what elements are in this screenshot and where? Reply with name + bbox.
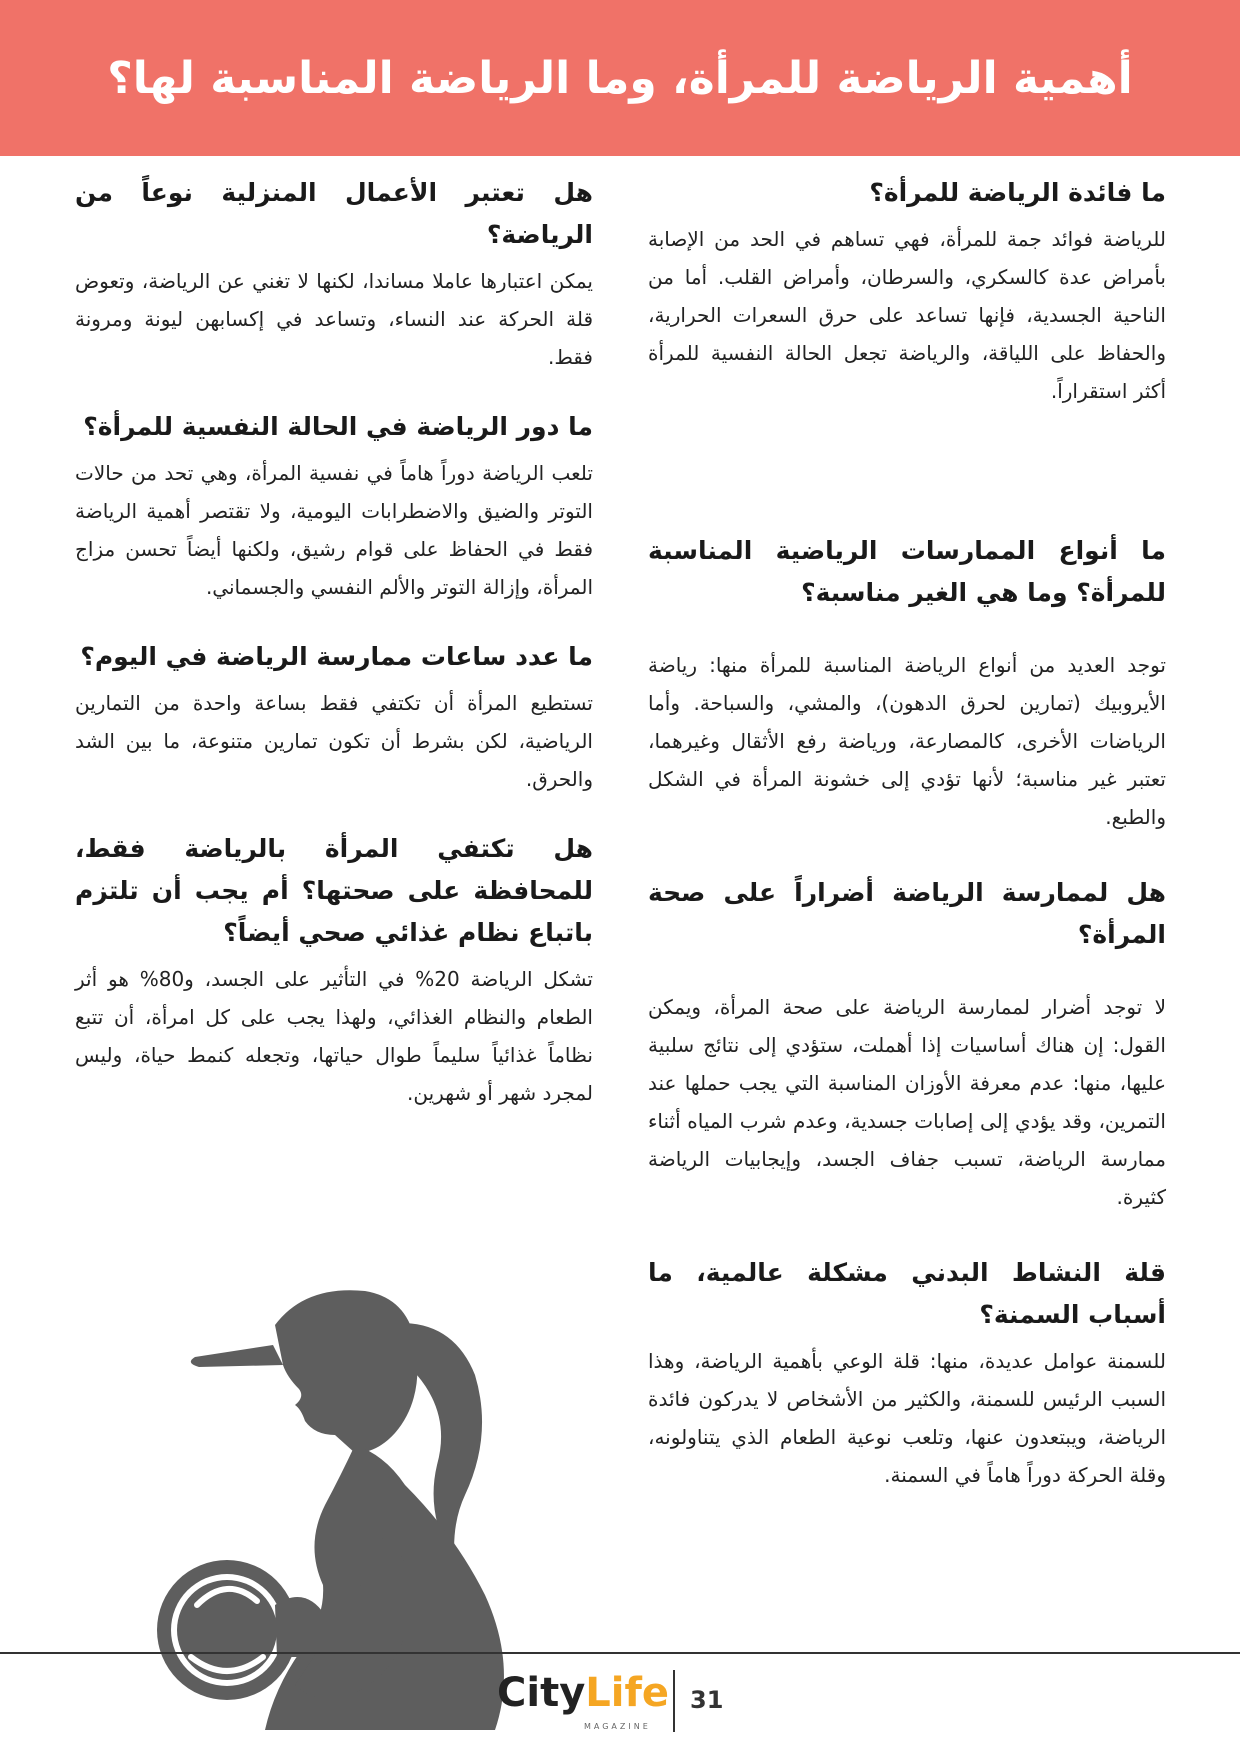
footer-divider [673,1670,675,1732]
section-heading: هل تكتفي المرأة بالرياضة فقط، للمحافظة على صحتها؟ أم يجب أن تلتزم باتباع نظام غذائي صحي أيضاً؟ [75,834,593,947]
section-heading: ما أنواع الممارسات الرياضية المناسبة للمرأة؟ وما هي الغير مناسبة؟ [648,536,1166,607]
magazine-logo [497,1670,669,1730]
article-section [648,530,1166,836]
left-column [75,172,593,1112]
section-heading: هل تعتبر الأعمال المنزلية نوعاً من الرياضة؟ [75,178,593,249]
logo-city: City [497,1670,586,1716]
section-heading: ما دور الرياضة في الحالة النفسية للمرأة؟ [83,412,593,441]
article-section [648,172,1166,410]
section-heading: ما عدد ساعات ممارسة الرياضة في اليوم؟ [80,642,593,671]
section-body: للرياضة فوائد جمة للمرأة، فهي تساهم في الحد من الإصابة بأمراض عدة كالسكري، والسرطان، وأمراض القلب. أما من الناحية الجسدية، فإنها تساعد على حرق السعرات الحرارية، والحفاظ على اللياقة، والرياضة تجعل الحالة النفسية للمرأة أكثر استقراراً. [648,227,1166,403]
section-body: تلعب الرياضة دوراً هاماً في نفسية المرأة، وهي تحد من حالات التوتر والضيق والاضطرابات اليومية، ولا تقتصر أهمية الرياضة فقط في الحفاظ على قوام رشيق، ولكنها أيضاً تحسن مزاج المرأة، وإزالة التوتر والألم النفسي والجسماني. [75,461,593,599]
article-section [75,172,593,376]
section-body: للسمنة عوامل عديدة، منها: قلة الوعي بأهمية الرياضة، وهذا السبب الرئيس للسمنة، والكثير من الأشخاص لا يدركون فائدة الرياضة، ويبتعدون عنها، وتلعب نوعية الطعام الذي يتناولونه، وقلة الحركة دوراً هاماً في السمنة. [648,1349,1166,1487]
article-section [75,828,593,1112]
right-column [648,172,1166,1494]
section-body: لا توجد أضرار لممارسة الرياضة على صحة المرأة، ويمكن القول: إن هناك أساسيات إذا أهملت، ستؤدي إلى نتائج سلبية عليها، منها: عدم معرفة الأوزان المناسبة التي يجب حملها عند التمرين، وقد يؤدي إلى إصابات جسدية، وعدم شرب المياه أثناء ممارسة الرياضة، تسبب جفاف الجسد، وإيجابيات الرياضة كثيرة. [648,995,1166,1209]
footer-rule [0,1652,1240,1654]
section-heading: ما فائدة الرياضة للمرأة؟ [869,178,1166,207]
page-number: 31 [690,1686,724,1714]
title-banner [0,0,1240,156]
section-body: تشكل الرياضة 20% في التأثير على الجسد، و80% هو أثر الطعام والنظام الغذائي، ولهذا يجب على كل امرأة، أن تتبع نظاماً غذائياً سليماً طوال حياتها، وتجعله كنمط حياة، وليس لمجرد شهر أو شهرين. [75,967,593,1105]
section-body: يمكن اعتبارها عاملا مساندا، لكنها لا تغني عن الرياضة، وتعوض قلة الحركة عند النساء، وتساعد في إكسابهن ليونة ومرونة فقط. [75,269,593,369]
section-body: تستطيع المرأة أن تكتفي فقط بساعة واحدة من التمارين الرياضية، لكن بشرط أن تكون تمارين متنوعة، ما بين الشد والحرق. [75,691,593,791]
section-body: توجد العديد من أنواع الرياضة المناسبة للمرأة منها: رياضة الأيروبيك (تمارين لحرق الدهون)، والمشي، والسباحة. وأما الرياضات الأخرى، كالمصارعة، ورياضة رفع الأثقال وغيرهما، تعتبر غير مناسبة؛ لأنها تؤدي إلى خشونة المرأة في الشكل والطبع. [648,653,1166,829]
article-section [648,1252,1166,1494]
section-heading: قلة النشاط البدني مشكلة عالمية، ما أسباب السمنة؟ [648,1258,1166,1329]
page-title: أهمية الرياضة للمرأة، وما الرياضة المناسبة لها؟ [107,52,1133,104]
section-heading: هل لممارسة الرياضة أضراراً على صحة المرأة؟ [648,878,1166,949]
article-section [75,406,593,606]
article-section [648,872,1166,1216]
logo-subtitle: MAGAZINE [584,1722,651,1731]
article-section [75,636,593,798]
logo-life: Life [585,1670,669,1716]
woman-dumbbell-illustration [155,1285,555,1730]
